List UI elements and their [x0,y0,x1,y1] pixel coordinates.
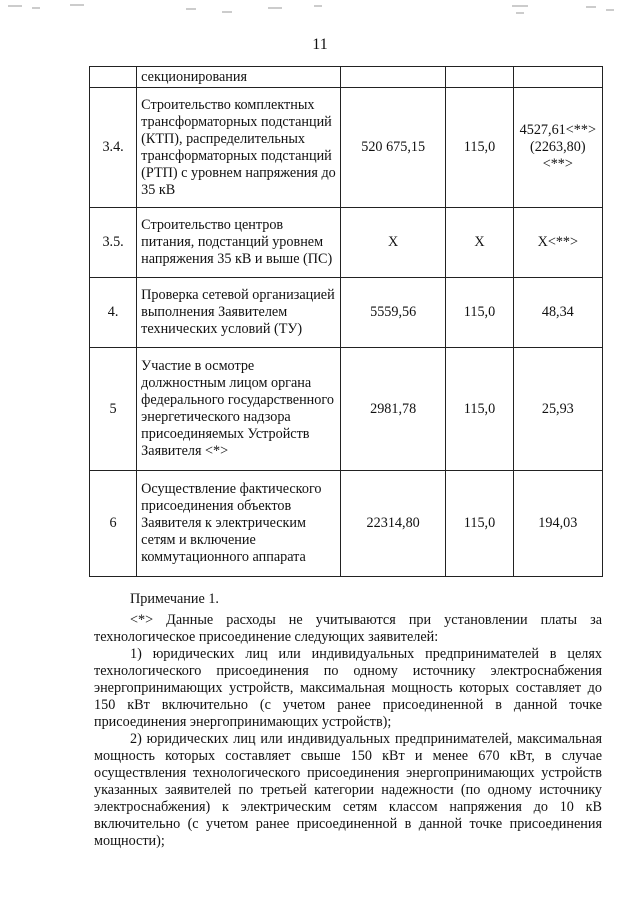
row-number: 4. [90,278,137,348]
table-row [90,208,603,278]
notes-title: Примечание 1. [130,591,219,607]
row-index [446,67,513,88]
row-value: 520 675,15 [340,88,445,208]
row-payment: X<**> [513,208,602,278]
row-payment [513,67,602,88]
row-index: X [446,208,513,278]
tariff-table [89,66,603,577]
row-name: Строительство комплектных трансформаторных подстанций (КТП), распределительных трансформаторных подстанций (РТП) с уровнем напряжения до 35 кВ [137,88,341,208]
row-value: 22314,80 [340,471,445,577]
row-name: Строительство центров питания, подстанций уровнем напряжения 35 кВ и выше (ПС) [137,208,341,278]
row-value: 2981,78 [340,348,445,471]
row-number: 3.4. [90,88,137,208]
row-index: 115,0 [446,348,513,471]
row-value: X [340,208,445,278]
row-number [90,67,137,88]
table-row [90,348,603,471]
row-number: 5 [90,348,137,471]
row-payment: 4527,61<**> (2263,80)<**> [513,88,602,208]
row-payment: 48,34 [513,278,602,348]
table-row [90,471,603,577]
notes-item-2: 2) юридических лиц или индивидуальных предпринимателей, максимальная мощность которых составляет свыше 150 кВт и менее 670 кВт, в случае осуществления технологического присоединения энергопринимающих устройств указанных заявителей по третьей категории надежности (по одному источнику электроснабжения) к электрическим сетям классом напряжения до 10 кВ включительно (с учетом ранее присоединенной в данной точке присоединения мощности); [94,731,602,849]
row-number: 6 [90,471,137,577]
row-name: Проверка сетевой организацией выполнения Заявителем технических условий (ТУ) [137,278,341,348]
notes-section [94,591,602,850]
row-index: 115,0 [446,88,513,208]
row-payment: 194,03 [513,471,602,577]
row-number: 3.5. [90,208,137,278]
row-name: Участие в осмотре должностным лицом органа федерального государственного энергетического надзора присоединяемых Устройств Заявителя <*> [137,348,341,471]
table-row [90,67,603,88]
row-value: 5559,56 [340,278,445,348]
row-index: 115,0 [446,471,513,577]
page-number: 11 [312,36,328,53]
table-row [90,278,603,348]
row-index: 115,0 [446,278,513,348]
row-name: секционирования [137,67,341,88]
scan-artifacts [0,0,640,20]
row-payment: 25,93 [513,348,602,471]
notes-intro: <*> Данные расходы не учитываются при установлении платы за технологическое присоединение следующих заявителей: [94,612,602,645]
notes-item-1: 1) юридических лиц или индивидуальных предпринимателей в целях технологического присоединения по одному источнику электроснабжения энергопринимающих устройств, максимальная мощность которых составляет до 150 кВт включительно (с учетом ранее присоединенной в данной точке присоединения энергопринимающих устройств); [94,646,602,730]
table-row [90,88,603,208]
row-value [340,67,445,88]
row-name: Осуществление фактического присоединения объектов Заявителя к электрическим сетям и включение коммутационного аппарата [137,471,341,577]
